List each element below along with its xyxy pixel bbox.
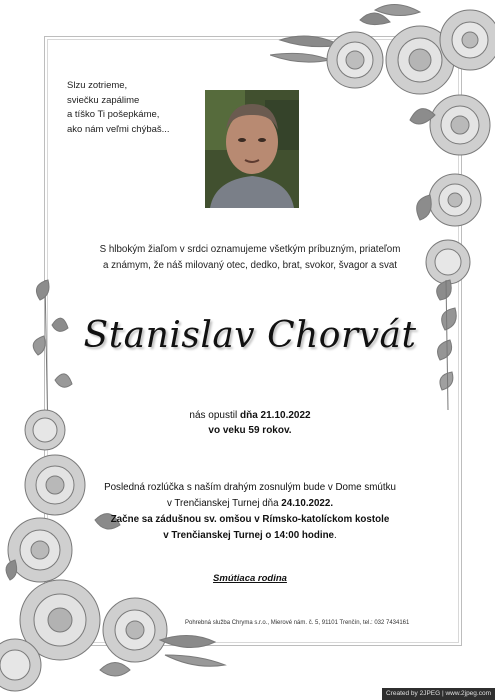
- deceased-name: Stanislav Chorvát: [83, 315, 417, 356]
- poem-line: a tíško Ti pošepkáme,: [67, 109, 160, 120]
- funeral-date: 24.10.2022.: [281, 498, 334, 509]
- death-prefix: nás opustil: [189, 410, 240, 421]
- poem-line: Slzu zotrieme,: [67, 80, 128, 91]
- mourning-family: Smútiaca rodina: [213, 573, 287, 584]
- funeral-line: v Trenčianskej Turnej o 14:00 hodine.: [163, 530, 337, 541]
- portrait-photo: [205, 90, 299, 208]
- funeral-service-footer: Pohrebná služba Chryma s.r.o., Mierové nám. č. 5, 91101 Trenčín, tel.: 032 7434161: [185, 620, 410, 626]
- death-age: vo veku 59 rokov.: [208, 425, 292, 436]
- announcement-intro: [70, 242, 430, 274]
- watermark: Created by 2JPEG | www.2jpeg.com: [382, 688, 495, 700]
- poem-line: sviečku zapálime: [67, 94, 140, 106]
- funeral-line: Začne sa zádušnou sv. omšou v Rímsko-katolíckom kostole: [110, 514, 390, 525]
- intro-line: S hlbokým žiaľom v srdci oznamujeme všetkým príbuzným, priateľom: [99, 244, 401, 255]
- death-date: dňa 21.10.2022: [239, 410, 311, 421]
- funeral-info: [70, 480, 430, 544]
- roses-ornament-top-right: [270, 0, 495, 420]
- funeral-line: v Trenčianskej Turnej dňa 24.10.2022.: [166, 498, 334, 509]
- death-info: [100, 408, 400, 438]
- poem-line: ako nám veľmi chýbaš...: [67, 123, 170, 135]
- funeral-line: Posledná rozlúčka s naším drahým zosnulým bude v Dome smútku: [104, 482, 396, 493]
- memorial-poem: [67, 79, 207, 137]
- intro-line: a známym, že náš milovaný otec, dedko, brat, svokor, švagor a svat: [102, 260, 398, 271]
- portrait-image: [205, 90, 299, 208]
- death-date-line: [100, 408, 400, 423]
